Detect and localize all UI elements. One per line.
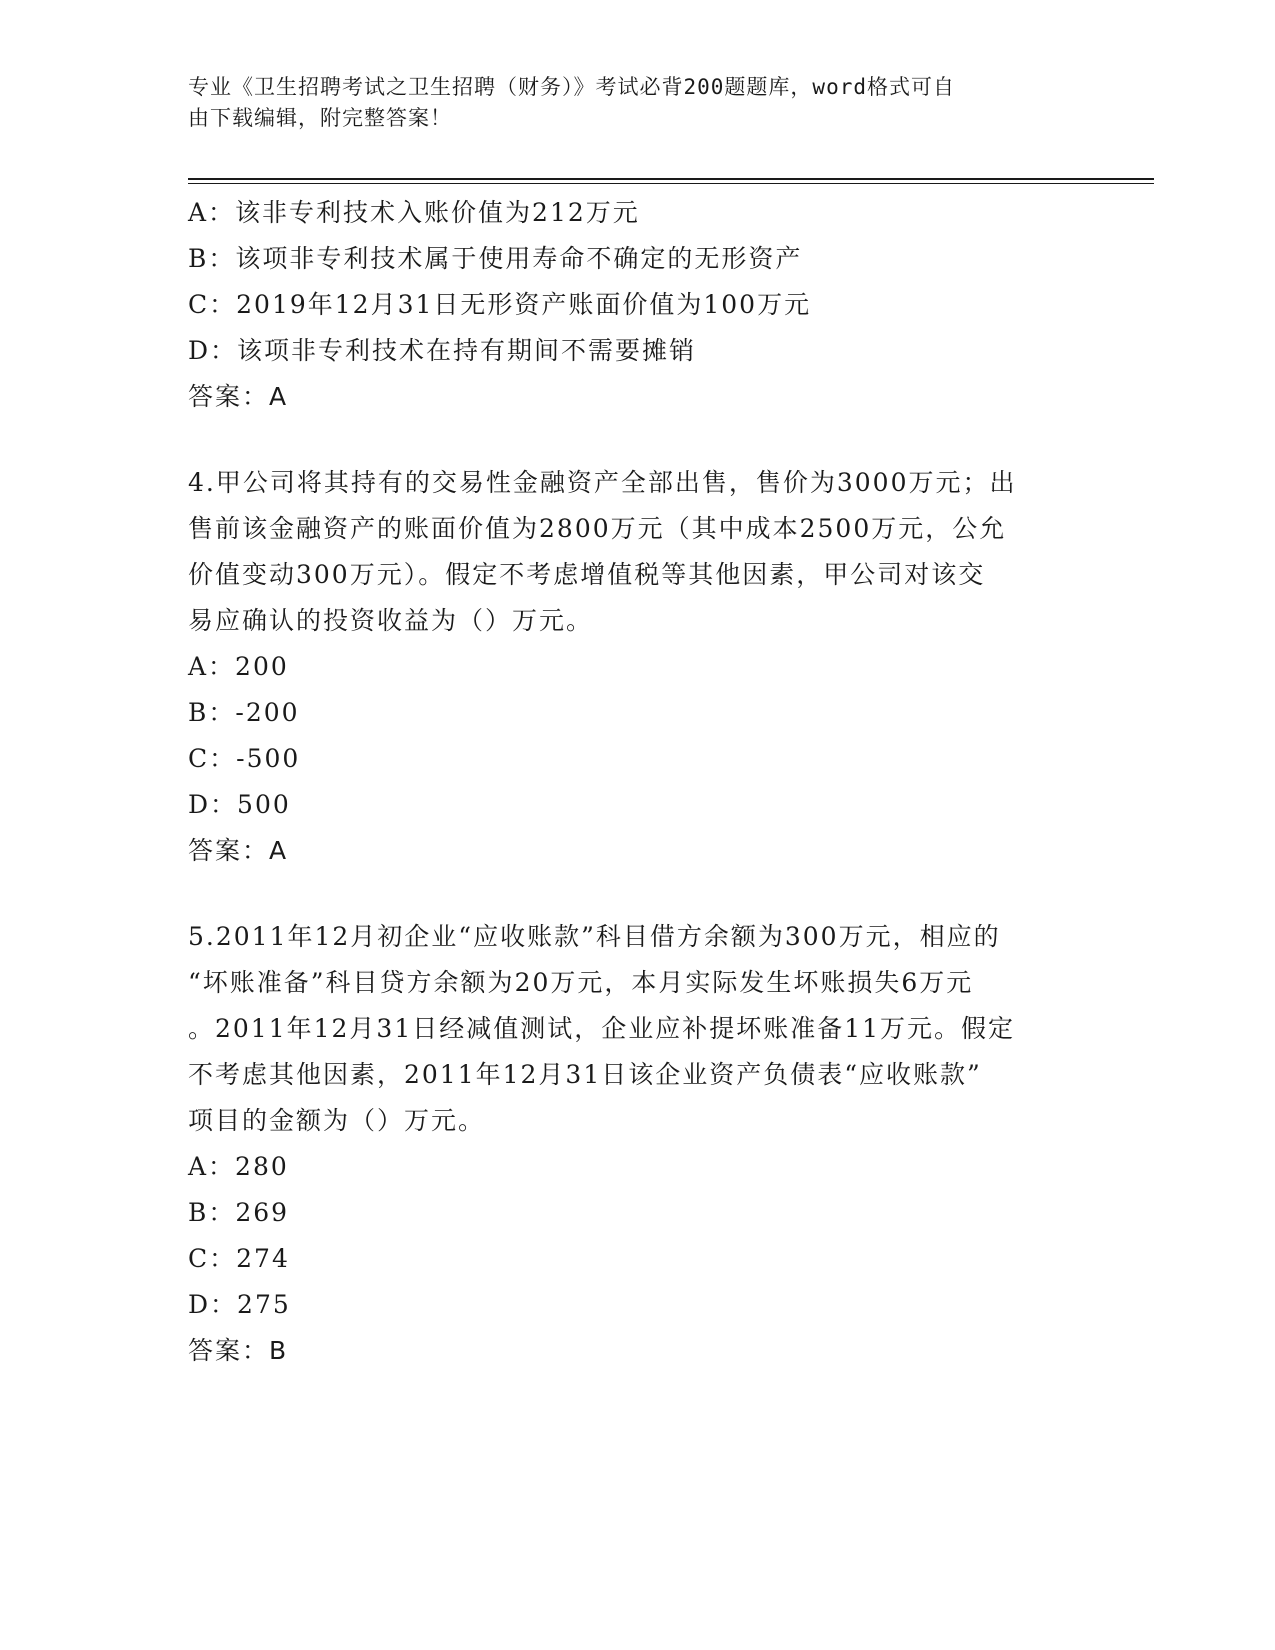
option-a: A：280: [188, 1152, 289, 1181]
question-stem: [188, 914, 1088, 1144]
stem-line: 4.甲公司将其持有的交易性金融资产全部出售，售价为3000万元；出: [188, 468, 1017, 497]
answer-line: 答案：B: [188, 1336, 289, 1365]
option-a: A：该非专利技术入账价值为212万元: [188, 198, 640, 227]
stem-line: 售前该金融资产的账面价值为2800万元（其中成本2500万元，公允: [188, 514, 1007, 543]
question-3-continued: [188, 190, 1088, 420]
stem-line: 价值变动300万元）。假定不考虑增值税等其他因素，甲公司对该交: [188, 560, 986, 589]
option-d: D：275: [188, 1290, 291, 1319]
question-4: [188, 460, 1088, 874]
answer-line: 答案：A: [188, 836, 289, 865]
header-title-line-1: 专业《卫生招聘考试之卫生招聘（财务）》考试必背200题题库，word格式可自: [188, 75, 955, 99]
answer-line: 答案：A: [188, 382, 289, 411]
document-header: [188, 72, 1068, 134]
option-c: C：274: [188, 1244, 290, 1273]
question-5: [188, 914, 1088, 1374]
option-c: C：2019年12月31日无形资产账面价值为100万元: [188, 290, 812, 319]
question-stem: [188, 460, 1088, 644]
document-body: [188, 190, 1088, 1374]
option-d: D：该项非专利技术在持有期间不需要摊销: [188, 336, 697, 365]
stem-line: 5.2011年12月初企业“应收账款”科目借方余额为300万元，相应的: [188, 922, 1001, 951]
stem-line: 。2011年12月31日经减值测试，企业应补提坏账准备11万元。假定: [188, 1014, 1016, 1043]
header-divider-thin: [188, 183, 1154, 184]
header-title-line-2: 由下载编辑，附完整答案！: [188, 106, 452, 130]
option-d: D：500: [188, 790, 291, 819]
option-b: B：该项非专利技术属于使用寿命不确定的无形资产: [188, 244, 803, 273]
option-c: C：-500: [188, 744, 301, 773]
header-divider-thick: [188, 178, 1154, 180]
option-b: B：269: [188, 1198, 290, 1227]
option-a: A：200: [188, 652, 289, 681]
option-b: B：-200: [188, 698, 300, 727]
stem-line: 不考虑其他因素，2011年12月31日该企业资产负债表“应收账款”: [188, 1060, 982, 1089]
stem-line: “坏账准备”科目贷方余额为20万元，本月实际发生坏账损失6万元: [188, 968, 974, 997]
stem-line: 易应确认的投资收益为（）万元。: [188, 606, 594, 635]
stem-line: 项目的金额为（）万元。: [188, 1106, 486, 1135]
